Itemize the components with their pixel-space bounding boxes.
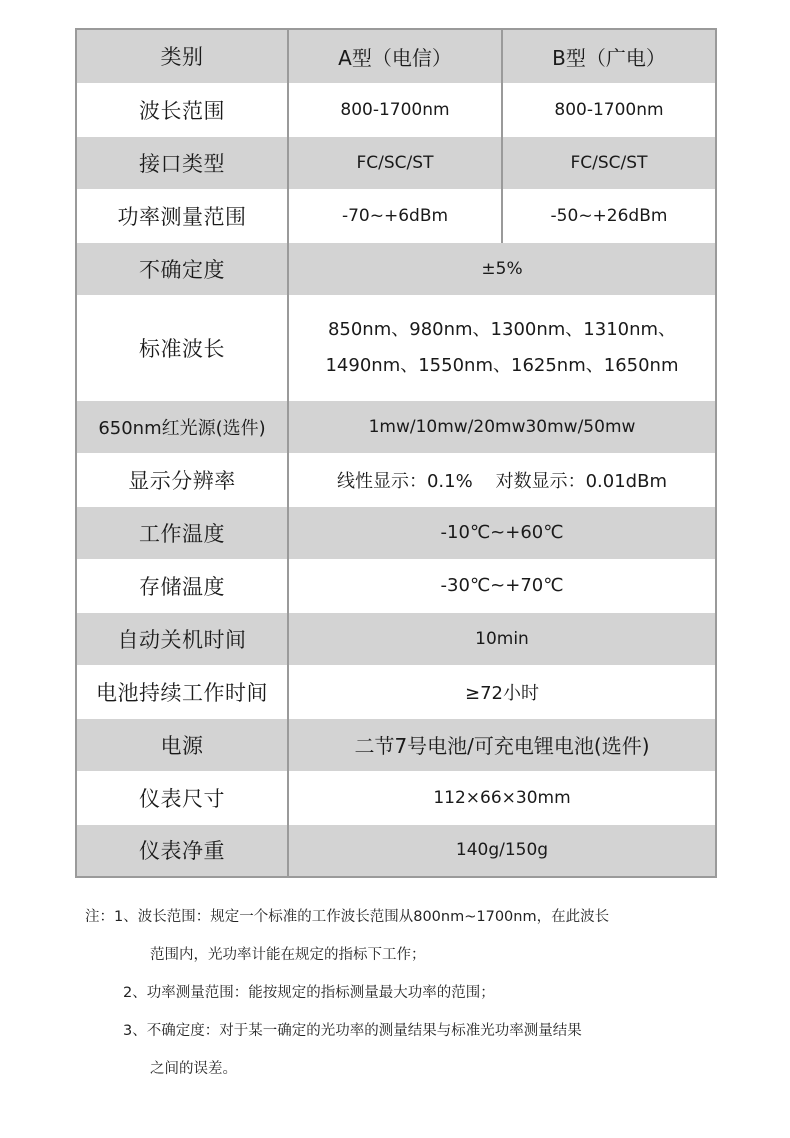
row-value-a: -70~+6dBm bbox=[288, 189, 502, 242]
row-value: -30℃~+70℃ bbox=[288, 559, 716, 612]
row-value: 线性显示：0.1% 对数显示：0.01dBm bbox=[288, 453, 716, 506]
note-line-3: 2、功率测量范围：能按规定的指标测量最大功率的范围； bbox=[123, 985, 495, 1001]
row-value-b: -50~+26dBm bbox=[502, 189, 716, 242]
row-value: 140g/150g bbox=[288, 824, 716, 877]
table-row bbox=[76, 559, 716, 612]
table-row bbox=[76, 718, 716, 771]
wavelength-line-2: 1490nm、1550nm、1625nm、1650nm bbox=[325, 354, 679, 376]
row-value bbox=[288, 295, 716, 400]
table-row bbox=[76, 83, 716, 136]
row-value-a: FC/SC/ST bbox=[288, 136, 502, 189]
table-row bbox=[76, 242, 716, 295]
row-label: 650nm红光源(选件) bbox=[76, 400, 288, 453]
row-label: 功率测量范围 bbox=[76, 189, 288, 242]
header-type-a: A型（电信） bbox=[288, 29, 502, 83]
row-value-b: 800-1700nm bbox=[502, 83, 716, 136]
table-row bbox=[76, 612, 716, 665]
row-value: -10℃~+60℃ bbox=[288, 506, 716, 559]
row-label: 自动关机时间 bbox=[76, 612, 288, 665]
table-row bbox=[76, 189, 716, 242]
row-value: 1mw/10mw/20mw30mw/50mw bbox=[288, 400, 716, 453]
note-line-2: 范围内，光功率计能在规定的指标下工作； bbox=[150, 947, 426, 963]
note-line-5: 之间的误差。 bbox=[150, 1061, 237, 1077]
row-label: 工作温度 bbox=[76, 506, 288, 559]
row-label: 标准波长 bbox=[76, 295, 288, 400]
table-row bbox=[76, 771, 716, 824]
table-row bbox=[76, 506, 716, 559]
row-value: ≥72小时 bbox=[288, 665, 716, 718]
row-label: 波长范围 bbox=[76, 83, 288, 136]
note-line-4: 3、不确定度：对于某一确定的光功率的测量结果与标准光功率测量结果 bbox=[123, 1023, 582, 1039]
row-value-a: 800-1700nm bbox=[288, 83, 502, 136]
wavelength-line-1: 850nm、980nm、1300nm、1310nm、 bbox=[327, 318, 677, 340]
row-value: 10min bbox=[288, 612, 716, 665]
table-row bbox=[76, 824, 716, 877]
table-row bbox=[76, 453, 716, 506]
note-line-1: 注：1、波长范围：规定一个标准的工作波长范围从800nm~1700nm，在此波长 bbox=[85, 909, 610, 925]
header-type-b: B型（广电） bbox=[502, 29, 716, 83]
header-category: 类别 bbox=[76, 29, 288, 83]
row-label: 显示分辨率 bbox=[76, 453, 288, 506]
row-label: 电池持续工作时间 bbox=[76, 665, 288, 718]
row-label: 不确定度 bbox=[76, 242, 288, 295]
table-header-row bbox=[76, 29, 716, 83]
row-value: ±5% bbox=[288, 242, 716, 295]
row-label: 仪表尺寸 bbox=[76, 771, 288, 824]
table-row bbox=[76, 136, 716, 189]
row-value: 112×66×30mm bbox=[288, 771, 716, 824]
row-value-b: FC/SC/ST bbox=[502, 136, 716, 189]
row-label: 存储温度 bbox=[76, 559, 288, 612]
table-row bbox=[76, 295, 716, 400]
row-label: 接口类型 bbox=[76, 136, 288, 189]
row-label: 仪表净重 bbox=[76, 824, 288, 877]
row-value: 二节7号电池/可充电锂电池(选件) bbox=[288, 718, 716, 771]
row-label: 电源 bbox=[76, 718, 288, 771]
table-row bbox=[76, 400, 716, 453]
table-row bbox=[76, 665, 716, 718]
spec-table bbox=[75, 28, 717, 878]
